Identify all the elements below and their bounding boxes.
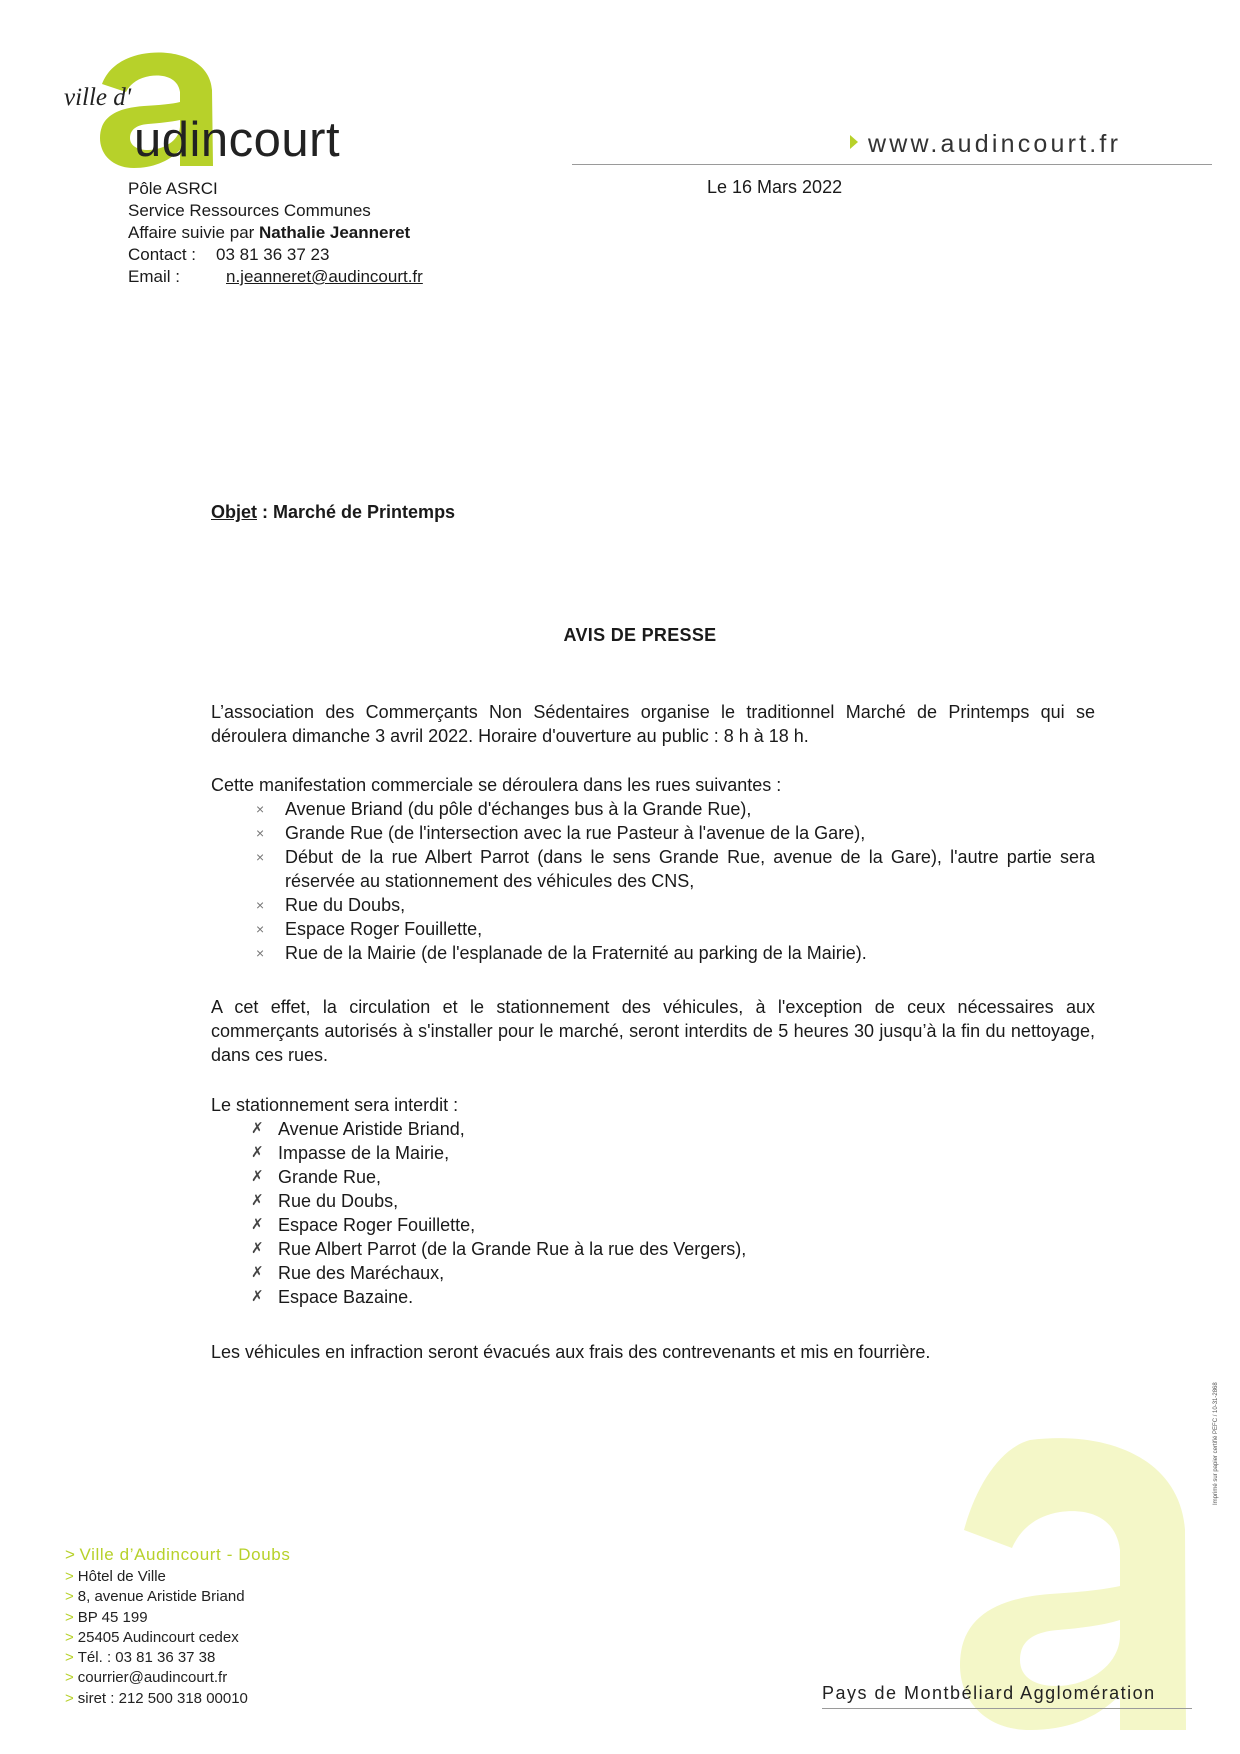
- parking-section: [211, 1093, 1095, 1309]
- header-divider: [572, 164, 1212, 165]
- sender-contact: [128, 244, 423, 266]
- contact-label: Contact :: [128, 245, 197, 264]
- list-item: × Avenue Briand (du pôle d'échanges bus à la Grande Rue),: [256, 799, 752, 819]
- website-link[interactable]: www.audincourt.fr: [868, 130, 1122, 158]
- chevron-right-icon: >: [65, 1545, 76, 1564]
- x-bullet-icon: ×: [256, 945, 265, 961]
- list-item: ✗ Grande Rue,: [251, 1167, 382, 1187]
- chevron-right-icon: >: [65, 1568, 74, 1585]
- x-bullet-icon: ×: [256, 825, 265, 841]
- chevron-right-icon: >: [65, 1628, 74, 1646]
- footer-line: > 8, avenue Aristide Briand: [65, 1588, 245, 1606]
- sender-service: Service Ressources Communes: [128, 201, 371, 220]
- list-item: × Début de la rue Albert Parrot (dans le sens Grande Rue, avenue de la Gare), l'autre partie sera réservée au stationnement des véhicules des CNS,: [256, 847, 1095, 891]
- cross-bullet-icon: ✗: [251, 1144, 264, 1161]
- list-item: ✗ Avenue Aristide Briand,: [251, 1119, 465, 1139]
- cross-bullet-icon: ✗: [251, 1192, 264, 1209]
- parking-intro: Le stationnement sera interdit :: [211, 1095, 459, 1115]
- chevron-right-icon: >: [65, 1689, 74, 1707]
- footer-email[interactable]: > courrier@audincourt.fr: [65, 1669, 228, 1687]
- contact-phone: 03 81 36 37 23: [216, 245, 330, 264]
- cross-bullet-icon: ✗: [251, 1216, 264, 1233]
- sender-affaire: [128, 222, 423, 244]
- pefc-notice: Imprimé sur papier certifié PEFC / 10-31-2868: [1213, 1382, 1219, 1505]
- list-item: ✗ Espace Bazaine.: [251, 1287, 414, 1307]
- streets-list: [211, 797, 1095, 965]
- x-bullet-icon: ×: [256, 801, 265, 817]
- list-item: ✗ Espace Roger Fouillette,: [251, 1215, 476, 1235]
- city-logo: [60, 50, 440, 170]
- chevron-right-icon: >: [65, 1608, 74, 1626]
- list-item: ✗ Impasse de la Mairie,: [251, 1143, 450, 1163]
- list-item: × Espace Roger Fouillette,: [256, 919, 483, 939]
- cross-bullet-icon: ✗: [251, 1288, 264, 1305]
- affaire-prefix: Affaire suivie par: [128, 223, 260, 242]
- x-bullet-icon: ×: [256, 897, 265, 913]
- subject-label: Objet: [211, 502, 258, 522]
- x-bullet-icon: ×: [256, 849, 265, 865]
- footer-address: [65, 1543, 290, 1709]
- footer-line: > Tél. : 03 81 36 37 38: [65, 1649, 216, 1667]
- logo-name: udincourt: [134, 113, 341, 167]
- cross-bullet-icon: ✗: [251, 1168, 264, 1185]
- list-item: × Rue du Doubs,: [256, 895, 406, 915]
- footer-title: > Ville d’Audincourt - Doubs: [65, 1545, 291, 1564]
- sender-email: [128, 266, 423, 288]
- intro-paragraph: L’association des Commerçants Non Sédentaires organise le traditionnel Marché de Printemps qui se déroulera dimanche 3 avril 2022. Horaire d'ouverture au public : 8 h à 18 h.: [211, 702, 1095, 746]
- cross-bullet-icon: ✗: [251, 1120, 264, 1137]
- cross-bullet-icon: ✗: [251, 1240, 264, 1257]
- list-item: × Rue de la Mairie (de l'esplanade de la Fraternité au parking de la Mairie).: [256, 943, 867, 963]
- chevron-right-icon: >: [65, 1669, 74, 1687]
- email-link[interactable]: n.jeanneret@audincourt.fr: [226, 267, 423, 286]
- affaire-name: Nathalie Jeanneret: [259, 223, 411, 242]
- closing-paragraph: Les véhicules en infraction seront évacués aux frais des contrevenants et mis en fourrière.: [211, 1342, 931, 1362]
- agglomeration-label: Pays de Montbéliard Agglomération: [822, 1683, 1156, 1703]
- sender-block: [128, 178, 423, 288]
- chevron-right-icon: >: [65, 1649, 74, 1667]
- streets-intro: Cette manifestation commerciale se déroulera dans les rues suivantes :: [211, 775, 782, 795]
- press-heading: [0, 625, 1240, 646]
- x-bullet-icon: ×: [256, 921, 265, 937]
- logo-prefix: ville d': [64, 84, 132, 111]
- footer-line: > 25405 Audincourt cedex: [65, 1628, 239, 1646]
- list-item: ✗ Rue Albert Parrot (de la Grande Rue à la rue des Vergers),: [251, 1239, 747, 1259]
- footer-line: > siret : 212 500 318 00010: [65, 1689, 248, 1707]
- subject-line: [211, 502, 455, 523]
- list-item: ✗ Rue des Maréchaux,: [251, 1263, 445, 1283]
- website: [850, 130, 1121, 159]
- parking-list: [211, 1117, 1095, 1309]
- effect-paragraph: A cet effet, la circulation et le stationnement des véhicules, à l'exception de ceux nécessaires aux commerçants autorisés à s'installer pour le marché, seront interdits de 5 heures 30 jusqu’à la fin du nettoyage, dans ces rues.: [211, 997, 1095, 1065]
- subject-separator: :: [257, 502, 274, 522]
- letter-date: Le 16 Mars 2022: [707, 177, 843, 197]
- list-item: ✗ Rue du Doubs,: [251, 1191, 399, 1211]
- footer-line: > Hôtel de Ville: [65, 1568, 166, 1585]
- sender-pole: Pôle ASRCI: [128, 179, 218, 198]
- triangle-arrow-icon: [850, 135, 858, 149]
- chevron-right-icon: >: [65, 1588, 74, 1606]
- press-heading-text: AVIS DE PRESSE: [563, 625, 717, 645]
- email-label: Email :: [128, 267, 180, 286]
- footer-divider: [822, 1708, 1192, 1709]
- list-item: × Grande Rue (de l'intersection avec la rue Pasteur à l'avenue de la Gare),: [256, 823, 866, 843]
- subject-text: Marché de Printemps: [273, 502, 456, 522]
- streets-section: [211, 773, 1095, 965]
- cross-bullet-icon: ✗: [251, 1264, 264, 1281]
- footer-line: > BP 45 199: [65, 1608, 148, 1626]
